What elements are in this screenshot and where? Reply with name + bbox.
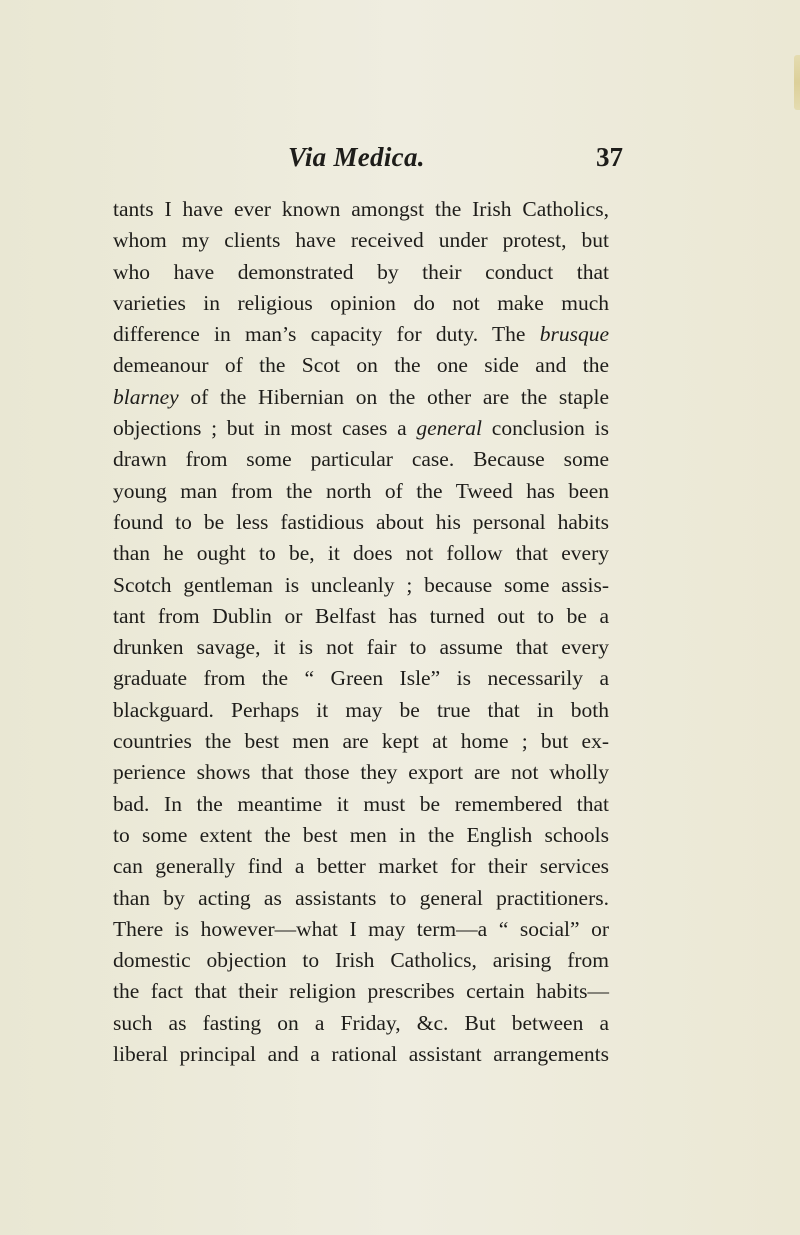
text-line-7: [113, 382, 609, 413]
text-line-9: drawn from some particular case. Because some: [113, 447, 609, 472]
page-number: 37: [596, 142, 623, 172]
text-line-16: graduate from the “ Green Isle” is necessarily a: [113, 666, 609, 691]
text-line-4: varieties in religious opinion do not make much: [113, 290, 609, 315]
body-text: [113, 194, 609, 1070]
text-line-3: who have demonstrated by their conduct that: [113, 259, 609, 284]
text-line-17: blackguard. Perhaps it may be true that in both: [113, 697, 609, 722]
italic-blarney: blarney: [113, 384, 179, 409]
text-line-7-end: of the Hibernian on the other are the staple: [178, 384, 609, 409]
text-line-5-start: difference in man’s capacity for duty. The: [113, 322, 540, 347]
text-line-8-start: objections ; but in most cases a: [113, 416, 417, 441]
text-line-25: domestic objection to Irish Catholics, arising from: [113, 948, 609, 973]
italic-general: general: [416, 416, 483, 441]
text-line-19: perience shows that those they export are not wholly: [113, 760, 609, 785]
text-line-28: liberal principal and a rational assistant arrangements: [113, 1042, 609, 1067]
italic-brusque: brusque: [539, 322, 609, 347]
text-line-26: the fact that their religion prescribes certain habits—: [113, 979, 609, 1004]
text-line-27: such as fasting on a Friday, &c. But between a: [113, 1010, 609, 1035]
text-line-20: bad. In the meantime it must be remembered that: [113, 791, 609, 816]
text-line-13: Scotch gentleman is uncleanly ; because some assis-: [113, 572, 609, 597]
text-line-8-end: conclusion is: [482, 416, 609, 441]
text-line-23: than by acting as assistants to general practitioners.: [113, 885, 609, 910]
text-line-21: to some extent the best men in the English schools: [113, 822, 609, 847]
text-line-24: There is however—what I may term—a “ social” or: [113, 916, 609, 941]
text-line-18: countries the best men are kept at home ; but ex-: [113, 729, 609, 754]
text-line-8: [113, 413, 609, 444]
text-line-1: tants I have ever known amongst the Irish Catholics,: [113, 197, 609, 221]
text-line-22: can generally find a better market for their services: [113, 854, 609, 879]
running-title: Via Medica.: [288, 142, 425, 172]
text-line-11: found to be less fastidious about his personal habits: [113, 509, 609, 534]
text-line-5: [113, 319, 609, 350]
text-line-15: drunken savage, it is not fair to assume that every: [113, 635, 609, 660]
text-line-6: demeanour of the Scot on the one side and the: [113, 353, 609, 378]
text-line-14: tant from Dublin or Belfast has turned out to be a: [113, 603, 609, 628]
page-header: [0, 142, 800, 178]
text-line-2: whom my clients have received under protest, but: [113, 228, 609, 253]
text-line-12: than he ought to be, it does not follow that every: [113, 541, 609, 566]
page-edge-stain: [794, 55, 800, 110]
text-line-10: young man from the north of the Tweed has been: [113, 478, 609, 503]
